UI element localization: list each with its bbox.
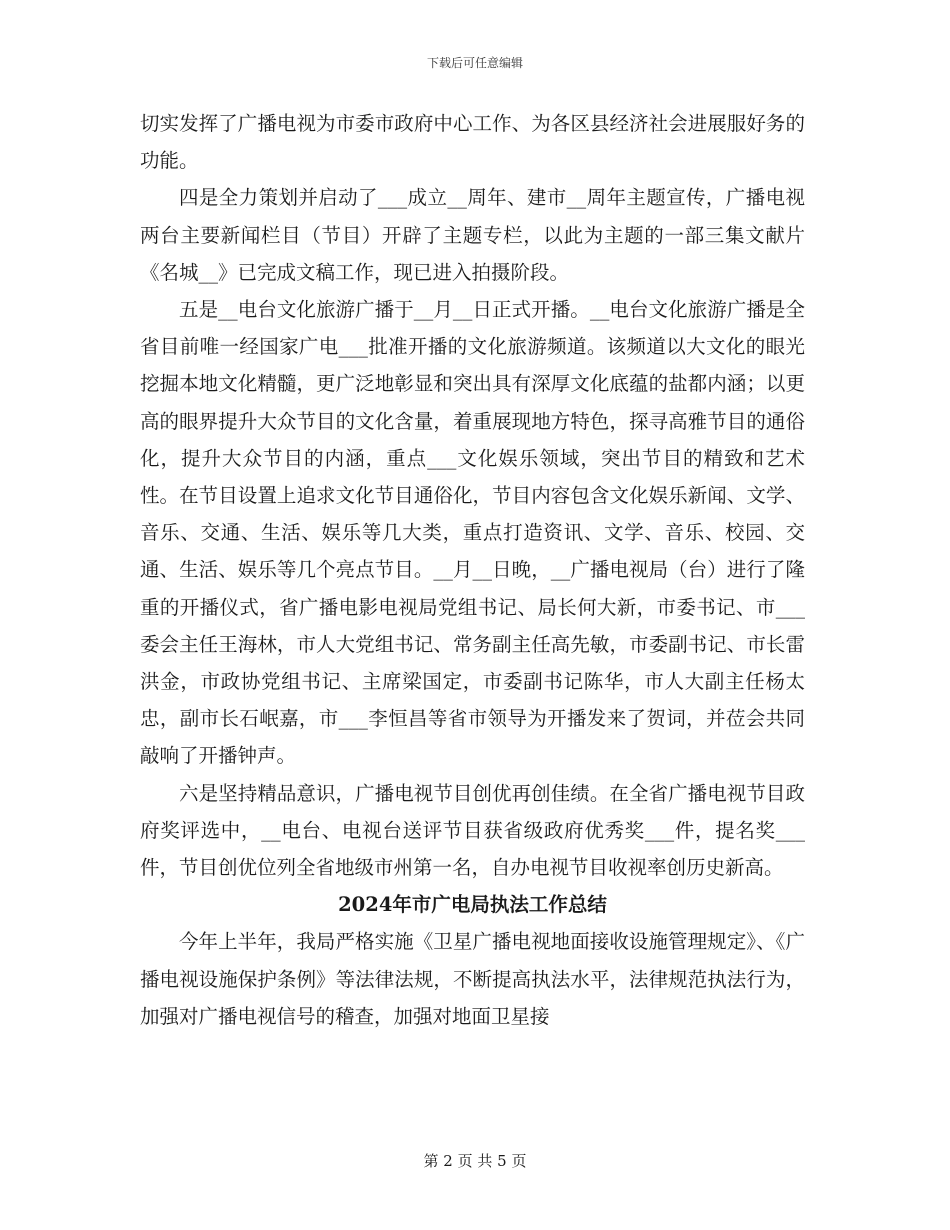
paragraph-item-five: 五是__电台文化旅游广播于__月__日正式开播。__电台文化旅游广播是全省目前唯一经国家广电___批准开播的文化旅游频道。该频道以大文化的眼光挖掘本地文化精髓，更广泛地彰显和突出具有深厚文化底蕴的盐都内涵；以更高的眼界提升大众节目的文化含量，着重展现地方特色，探寻高雅节目的通俗化，提升大众节目的内涵，重点___文化娱乐领域，突出节目的精致和艺术性。在节目设置上追求文化节目通俗化，节目内容包含文化娱乐新闻、文学、音乐、交通、生活、娱乐等几大类，重点打造资讯、文学、音乐、校园、交通、生活、娱乐等几个亮点节目。__月__日晚，__广播电视局（台）进行了隆重的开播仪式，省广播电影电视局党组书记、局长何大新，市委书记、市___委会主任王海林，市人大党组书记、常务副主任高先敏，市委副书记、市长雷洪金，市政协党组书记、主席梁国定，市委副书记陈华，市人大副主任杨太忠，副市长石岷嘉，市___李恒昌等省市领导为开播发来了贺词，并莅会共同敲响了开播钟声。 bbox=[140, 298, 805, 768]
section-paragraph: 今年上半年，我局严格实施《卫星广播电视地面接收设施管理规定》、《广播电视设施保护条例》等法律法规，不断提高执法水平，法律规范执法行为，加强对广播电视信号的稽查，加强对地面卫星接 bbox=[140, 930, 805, 1028]
paragraph-item-six: 六是坚持精品意识，广播电视节目创优再创佳绩。在全省广播电视节目政府奖评选中，__电台、电视台送评节目获省级政府优秀奖___件，提名奖___件，节目创优位列全省地级市州第一名，自办电视节目收视率创历史新高。 bbox=[140, 781, 805, 880]
page-number-footer: 第 2 页 共 5 页 bbox=[423, 1152, 527, 1170]
document-body bbox=[140, 105, 805, 1035]
section-title: 2024年市广电局执法工作总结 bbox=[338, 893, 607, 917]
paragraph-item-four: 四是全力策划并启动了___成立__周年、建市__周年主题宣传，广播电视两台主要新闻栏目（节目）开辟了主题专栏，以此为主题的一部三集文献片《名城__》已完成文稿工作，现已进入拍摄阶段。 bbox=[140, 186, 805, 284]
page-header-note: 下载后可任意编辑 bbox=[426, 56, 523, 70]
paragraph-continuation: 切实发挥了广播电视为市委市政府中心工作、为各区县经济社会进展服好务的功能。 bbox=[140, 112, 805, 173]
